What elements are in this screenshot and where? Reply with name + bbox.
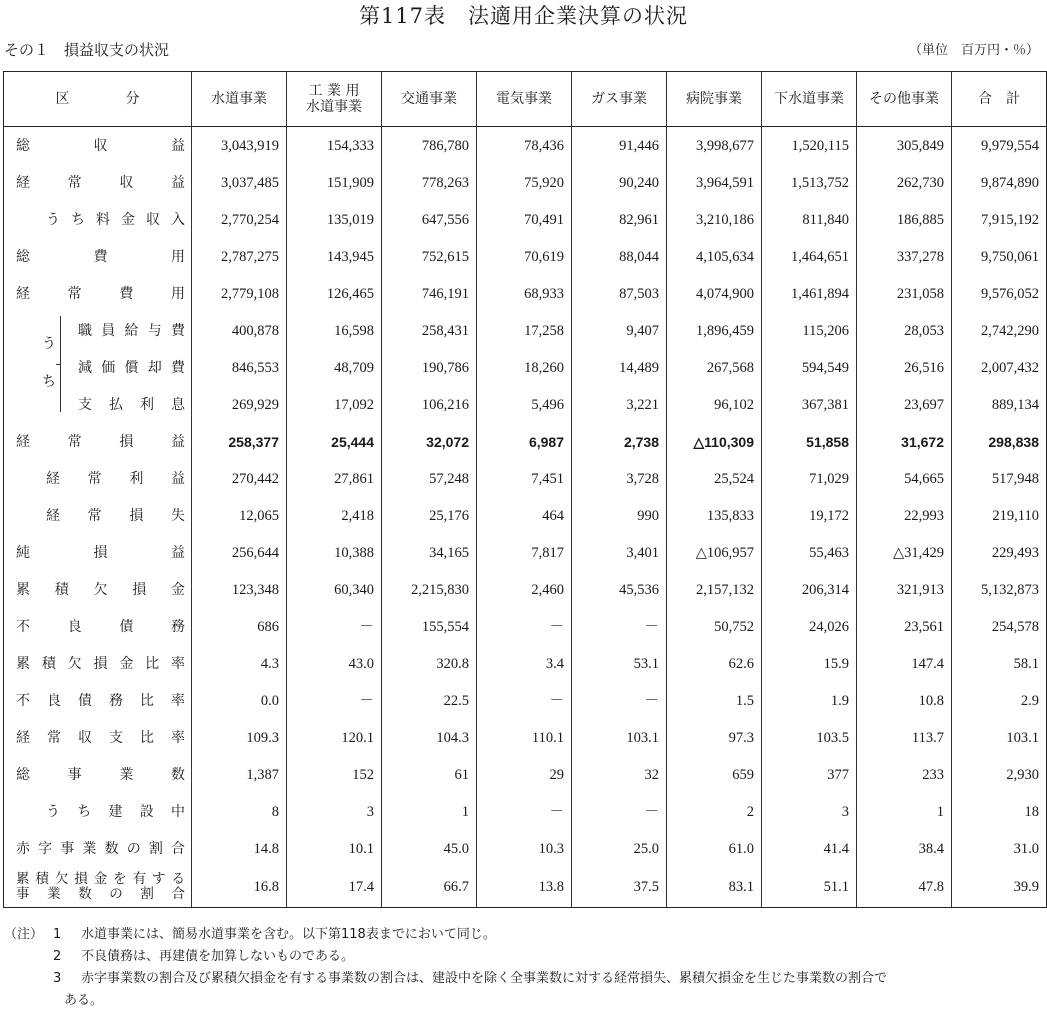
header-column: ガス事業 [572,72,667,127]
table-cell: 270,442 [192,460,287,497]
row-label: 経常収益 [4,164,192,201]
table-cell: 9,576,052 [952,275,1047,312]
table-cell: 57,248 [382,460,477,497]
table-cell: 2,779,108 [192,275,287,312]
table-cell: 47.8 [857,867,952,908]
table-cell: 2,418 [287,497,382,534]
header-column: 水道事業 [192,72,287,127]
table-cell: 18 [952,793,1047,830]
table-cell: 17.4 [287,867,382,908]
table-cell: 19,172 [762,497,857,534]
table-cell: 113.7 [857,719,952,756]
brace-bracket [60,316,69,412]
row-label: 経常利益 [4,460,192,497]
footnote [4,946,1044,968]
table-cell: 31,672 [857,423,952,460]
brace-tick [56,364,61,365]
footnote-number: 2 [53,949,62,964]
footnote [4,990,1044,1012]
table-row [4,793,1047,830]
table-cell: 3 [762,793,857,830]
row-label: うち料金収入 [4,201,192,238]
table-cell: 3.4 [477,645,572,682]
header-column: その他事業 [857,72,952,127]
table-cell: 61 [382,756,477,793]
table-cell: 34,165 [382,534,477,571]
table-cell: 22.5 [382,682,477,719]
table-cell: 0.0 [192,682,287,719]
table-cell: 3 [287,793,382,830]
table-row [4,497,1047,534]
row-label: 累積欠損金 [4,571,192,608]
table-row [4,201,1047,238]
table-cell: 51.1 [762,867,857,908]
table-cell: 15.9 [762,645,857,682]
footnote-text: 赤字事業数の割合及び累積欠損金を有する事業数の割合は、建設中を除く全事業数に対する経常損失、累積欠損金を生じた事業数の割合で [81,971,888,986]
table-cell: 17,092 [287,386,382,423]
row-label: 経常損益 [4,423,192,460]
table-cell: 27,861 [287,460,382,497]
table-row [4,645,1047,682]
table-cell: 22,993 [857,497,952,534]
table-row [4,349,1047,386]
row-label: 不良債務比率 [4,682,192,719]
table-cell: 106,216 [382,386,477,423]
table-cell: 58.1 [952,645,1047,682]
table-cell: 4,074,900 [667,275,762,312]
table-cell: 305,849 [857,127,952,165]
table-cell: 659 [667,756,762,793]
table-cell: 229,493 [952,534,1047,571]
table-cell: 2,460 [477,571,572,608]
row-label: 経常損失 [4,497,192,534]
row-label: 経常収支比率 [4,719,192,756]
table-cell: 12,065 [192,497,287,534]
table-cell: 37.5 [572,867,667,908]
table-cell: 7,817 [477,534,572,571]
table-cell: 45,536 [572,571,667,608]
header-column: 電気事業 [477,72,572,127]
table-cell: 43.0 [287,645,382,682]
table-cell: 3,043,919 [192,127,287,165]
table-cell: － [572,793,667,830]
table-cell: － [477,608,572,645]
footnote-text: 水道事業には、簡易水道事業を含む。以下第118表までにおいて同じ。 [81,927,496,942]
table-cell: 155,554 [382,608,477,645]
table-cell: 90,240 [572,164,667,201]
table-cell: 32,072 [382,423,477,460]
table-row [4,127,1047,165]
table-row [4,719,1047,756]
table-cell: 786,780 [382,127,477,165]
table-cell: 26,516 [857,349,952,386]
table-cell: 53.1 [572,645,667,682]
footnote-number: 1 [53,927,62,942]
table-cell: 517,948 [952,460,1047,497]
unit-label: （単位 百万円・％） [908,43,1039,58]
table-cell: 1,896,459 [667,312,762,349]
table-row [4,534,1047,571]
table-cell: 594,549 [762,349,857,386]
table-cell: 2,157,132 [667,571,762,608]
table-cell: 25,444 [287,423,382,460]
footnote [4,924,1044,946]
table-cell: 82,961 [572,201,667,238]
table-cell: 16.8 [192,867,287,908]
table-cell: 2,742,290 [952,312,1047,349]
table-cell: 51,858 [762,423,857,460]
table-row [4,682,1047,719]
table-cell: 110.1 [477,719,572,756]
table-cell: 48,709 [287,349,382,386]
table-cell: 1.9 [762,682,857,719]
table-cell: 109.3 [192,719,287,756]
table-cell: 811,840 [762,201,857,238]
table-cell: 367,381 [762,386,857,423]
row-label: 赤字事業数の割合 [4,830,192,867]
table-cell: 3,998,677 [667,127,762,165]
table-cell: 10.1 [287,830,382,867]
table-cell: 23,561 [857,608,952,645]
table-cell: 71,029 [762,460,857,497]
table-cell: 2,215,830 [382,571,477,608]
table-cell: 91,446 [572,127,667,165]
table-cell: 3,210,186 [667,201,762,238]
table-cell: 298,838 [952,423,1047,460]
table-row [4,830,1047,867]
table-cell: 87,503 [572,275,667,312]
table-cell: 190,786 [382,349,477,386]
table-cell: 1,461,894 [762,275,857,312]
table-cell: 60,340 [287,571,382,608]
row-label-line: 事業数の割合 [16,886,185,902]
table-cell: － [572,682,667,719]
table-cell: 258,431 [382,312,477,349]
header-column: 交通事業 [382,72,477,127]
table-row [4,608,1047,645]
table-cell: 9,979,554 [952,127,1047,165]
table-cell: 16,598 [287,312,382,349]
table-cell: 2 [667,793,762,830]
table-cell: 3,037,485 [192,164,287,201]
row-label: 累積欠損金比率 [4,645,192,682]
table-cell: 135,019 [287,201,382,238]
row-label: うち建設中 [4,793,192,830]
table-cell: 9,874,890 [952,164,1047,201]
table-cell: 88,044 [572,238,667,275]
row-label: 不良債務 [4,608,192,645]
footnote-text: 不良債務は、再建債を加算しないものである。 [81,949,355,964]
table-cell: 24,026 [762,608,857,645]
table-cell: 5,496 [477,386,572,423]
table-cell: 78,436 [477,127,572,165]
table-cell: 686 [192,608,287,645]
table-cell: 1.5 [667,682,762,719]
table-cell: 45.0 [382,830,477,867]
table-cell: 10.8 [857,682,952,719]
table-cell: 1,520,115 [762,127,857,165]
table-cell: 50,752 [667,608,762,645]
table-cell: 206,314 [762,571,857,608]
table-cell: 267,568 [667,349,762,386]
table-cell: 154,333 [287,127,382,165]
table-cell: 9,407 [572,312,667,349]
table-cell: － [572,608,667,645]
table-cell: 97.3 [667,719,762,756]
row-label: 総費用 [4,238,192,275]
table-cell: 25.0 [572,830,667,867]
table-cell: 647,556 [382,201,477,238]
table-cell: 38.4 [857,830,952,867]
table-cell: 219,110 [952,497,1047,534]
table-cell: 41.4 [762,830,857,867]
table-row [4,571,1047,608]
table-cell: 68,933 [477,275,572,312]
table-row [4,386,1047,423]
table-cell: 103.1 [572,719,667,756]
table-cell: 147.4 [857,645,952,682]
table-cell: 7,915,192 [952,201,1047,238]
uchi-mark: う [42,336,56,352]
table-cell: 9,750,061 [952,238,1047,275]
table-row [4,312,1047,349]
table-cell: 14.8 [192,830,287,867]
row-label: 職員給与費 [4,312,192,349]
table-cell: 269,929 [192,386,287,423]
footnote-continuation: ある。 [64,993,104,1008]
table-cell: 2,738 [572,423,667,460]
table-cell: 256,644 [192,534,287,571]
row-label: 総収益 [4,127,192,165]
table-cell: 151,909 [287,164,382,201]
table-row [4,238,1047,275]
table-cell: 1,513,752 [762,164,857,201]
table-cell: 126,465 [287,275,382,312]
table-cell: 103.5 [762,719,857,756]
table-cell: 96,102 [667,386,762,423]
table-cell: 70,619 [477,238,572,275]
header-column: 合 計 [952,72,1047,127]
table-cell: 846,553 [192,349,287,386]
table-cell: 7,451 [477,460,572,497]
table-cell: 152 [287,756,382,793]
table-cell: 123,348 [192,571,287,608]
table-cell: 23,697 [857,386,952,423]
table-cell: 2,770,254 [192,201,287,238]
table-cell: 3,728 [572,460,667,497]
table-cell: 104.3 [382,719,477,756]
table-cell: － [287,608,382,645]
table-row [4,756,1047,793]
table-cell: 10,388 [287,534,382,571]
table-cell: 135,833 [667,497,762,534]
table-cell: 262,730 [857,164,952,201]
table-cell: － [477,793,572,830]
table-cell: 1,387 [192,756,287,793]
table-cell: 2,930 [952,756,1047,793]
section-subtitle: その１ 損益収支の状況 [4,41,170,59]
table-cell: 2.9 [952,682,1047,719]
table-cell: 990 [572,497,667,534]
row-label-line: 累積欠損金を有する [16,871,185,887]
table-cell: 2,787,275 [192,238,287,275]
page-title: 第117表 法適用企業決算の状況 [358,4,689,28]
settlement-table [3,71,1047,908]
table-cell: 320.8 [382,645,477,682]
footnote-number: 3 [53,971,62,986]
table-cell: 14,489 [572,349,667,386]
table-cell: 1 [857,793,952,830]
table-cell: 752,615 [382,238,477,275]
table-row [4,867,1047,908]
table-cell: 25,176 [382,497,477,534]
table-cell: 17,258 [477,312,572,349]
header-column: 病院事業 [667,72,762,127]
table-cell: 120.1 [287,719,382,756]
row-label: 減価償却費 [4,349,192,386]
row-label [4,867,192,908]
table-cell: 143,945 [287,238,382,275]
header-column: 工 業 用 水道事業 [287,72,382,127]
table-cell: 321,913 [857,571,952,608]
table-cell: 75,920 [477,164,572,201]
table-cell: 337,278 [857,238,952,275]
table-cell: 83.1 [667,867,762,908]
table-cell: 103.1 [952,719,1047,756]
footnotes [4,924,1044,1012]
table-cell: 258,377 [192,423,287,460]
table-cell: － [287,682,382,719]
footnote-head: （注） [4,927,44,942]
row-label: 経常費用 [4,275,192,312]
table-cell: － [477,682,572,719]
table-cell: 3,401 [572,534,667,571]
table-cell: 464 [477,497,572,534]
table-cell: △110,309 [667,423,762,460]
table-cell: 4,105,634 [667,238,762,275]
table-row [4,275,1047,312]
table-cell: 3,221 [572,386,667,423]
table-cell: 377 [762,756,857,793]
table-cell: 3,964,591 [667,164,762,201]
table-cell: 61.0 [667,830,762,867]
header-column: 下水道事業 [762,72,857,127]
table-cell: 4.3 [192,645,287,682]
footnote [4,968,1044,990]
table-cell: 39.9 [952,867,1047,908]
table-cell: 62.6 [667,645,762,682]
table-cell: 32 [572,756,667,793]
table-cell: 10.3 [477,830,572,867]
table-row [4,423,1047,460]
table-cell: 54,665 [857,460,952,497]
table-cell: 746,191 [382,275,477,312]
row-label: 総事業数 [4,756,192,793]
row-label: 純損益 [4,534,192,571]
table-cell: 1,464,651 [762,238,857,275]
table-cell: 6,987 [477,423,572,460]
table-cell: 254,578 [952,608,1047,645]
table-cell: 115,206 [762,312,857,349]
table-row [4,164,1047,201]
table-cell: 66.7 [382,867,477,908]
table-cell: △106,957 [667,534,762,571]
table-cell: 5,132,873 [952,571,1047,608]
row-label: 支払利息 [4,386,192,423]
table-cell: 231,058 [857,275,952,312]
table-cell: 1 [382,793,477,830]
table-header-row [4,72,1047,127]
table-row [4,460,1047,497]
table-cell: 2,007,432 [952,349,1047,386]
table-cell: △31,429 [857,534,952,571]
table-cell: 55,463 [762,534,857,571]
table-cell: 70,491 [477,201,572,238]
table-cell: 28,053 [857,312,952,349]
table-cell: 233 [857,756,952,793]
table-cell: 400,878 [192,312,287,349]
table-cell: 889,134 [952,386,1047,423]
table-cell: 778,263 [382,164,477,201]
uchi-mark: ち [42,374,56,390]
table-cell: 8 [192,793,287,830]
table-cell: 186,885 [857,201,952,238]
table-cell: 18,260 [477,349,572,386]
table-cell: 31.0 [952,830,1047,867]
table-cell: 25,524 [667,460,762,497]
header-category: 区 分 [4,72,192,127]
table-cell: 29 [477,756,572,793]
table-cell: 13.8 [477,867,572,908]
